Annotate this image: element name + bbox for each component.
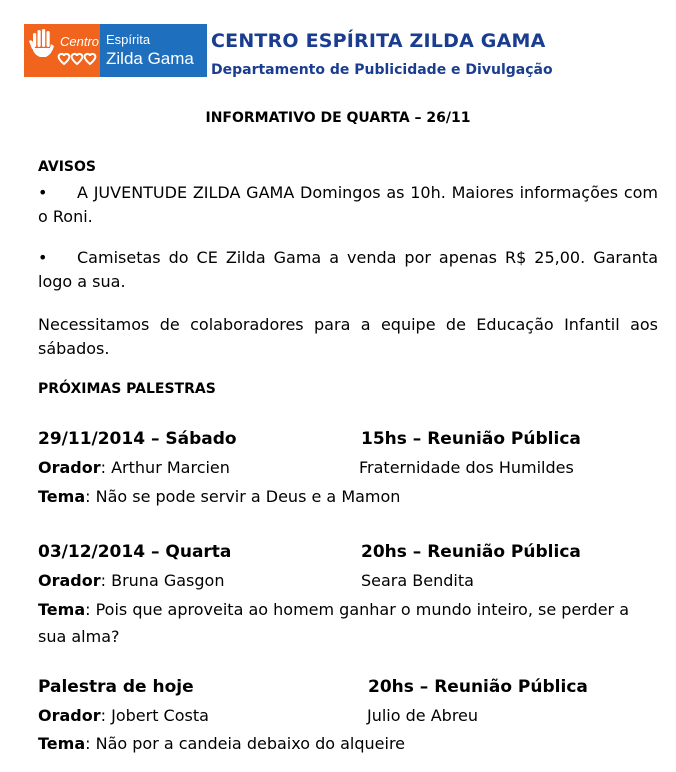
event-theme-line: Tema: Pois que aproveita ao homem ganhar o mundo inteiro, se perder a	[38, 600, 630, 619]
event-theme-line: Tema: Não se pode servir a Deus e a Mamon	[38, 487, 401, 506]
event-date: 29/11/2014 – Sábado	[38, 429, 237, 449]
event-date: 03/12/2014 – Quarta	[38, 542, 232, 562]
speaker-name: Bruna Gasgon	[111, 571, 225, 590]
theme-text: Pois que aproveita ao homem ganhar o mundo inteiro, se perder a	[95, 600, 630, 619]
theme-text: Não se pode servir a Deus e a Mamon	[95, 487, 401, 506]
event-time: 15hs – Reunião Pública	[361, 429, 581, 449]
aviso-text: Camisetas do CE Zilda Gama a venda por apenas R$ 25,00. Garanta logo a sua.	[38, 248, 658, 291]
event-group: Julio de Abreu	[367, 706, 479, 725]
event-time: 20hs – Reunião Pública	[368, 677, 588, 697]
orador-label: Orador	[38, 571, 101, 590]
orador-label: Orador	[38, 458, 101, 477]
event-speaker-line: Orador: Arthur Marcien	[38, 458, 230, 477]
event-group: Fraternidade dos Humildes	[359, 458, 574, 477]
bullet-icon: •	[38, 183, 48, 202]
event-time: 20hs – Reunião Pública	[361, 542, 581, 562]
aviso-text: A JUVENTUDE ZILDA GAMA Domingos as 10h. Maiores informações com o Roni.	[38, 183, 658, 226]
aviso-note: Necessitamos de colaboradores para a equipe de Educação Infantil aos sábados.	[38, 315, 658, 358]
logo-word-espirita: Espírita	[106, 32, 151, 47]
bullet-icon: •	[38, 248, 48, 267]
speaker-name: Arthur Marcien	[111, 458, 230, 477]
event-group: Seara Bendita	[361, 571, 474, 590]
tema-label: Tema	[38, 734, 86, 753]
speaker-name: Jobert Costa	[111, 706, 209, 725]
tema-label: Tema	[38, 487, 86, 506]
palestras-heading: PRÓXIMAS PALESTRAS	[38, 381, 216, 397]
department-subtitle: Departamento de Publicidade e Divulgação	[211, 62, 553, 78]
avisos-heading: AVISOS	[38, 159, 96, 175]
organization-title: CENTRO ESPÍRITA ZILDA GAMA	[211, 30, 546, 52]
event-theme-line: Tema: Não por a candeia debaixo do alqueire	[38, 734, 406, 753]
zilda-gama-logo	[24, 24, 207, 77]
logo-word-zilda-gama: Zilda Gama	[106, 49, 194, 68]
event-speaker-line: Orador: Bruna Gasgon	[38, 571, 225, 590]
event-date: Palestra de hoje	[38, 677, 194, 697]
bulletin-headline: INFORMATIVO DE QUARTA – 26/11	[205, 110, 471, 126]
tema-label: Tema	[38, 600, 86, 619]
list-item	[38, 181, 658, 229]
theme-text-continued: sua alma?	[38, 627, 120, 646]
orador-label: Orador	[38, 706, 101, 725]
logo-word-centro: Centro	[60, 34, 100, 49]
theme-text: Não por a candeia debaixo do alqueire	[95, 734, 406, 753]
list-item	[38, 246, 658, 294]
event-speaker-line: Orador: Jobert Costa	[38, 706, 209, 725]
